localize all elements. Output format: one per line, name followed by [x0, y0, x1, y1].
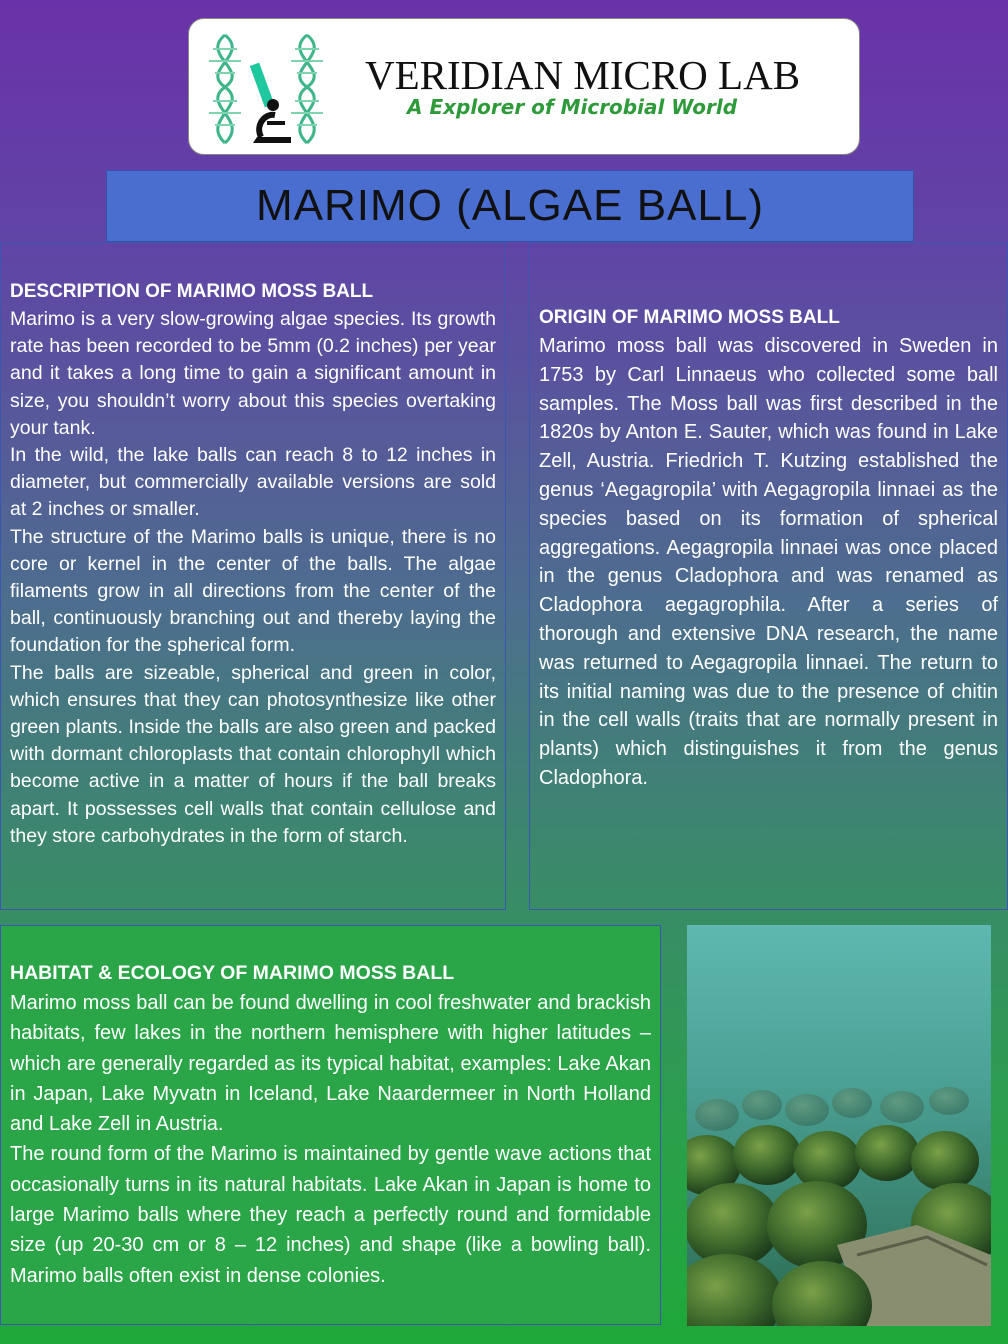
description-paragraph: In the wild, the lake balls can reach 8 to 12 inches in diameter, but commercially available versions are sold at 2 inches or smaller. [10, 444, 496, 521]
page-title: MARIMO (ALGAE BALL) [255, 181, 764, 230]
header-banner [188, 18, 860, 155]
lab-logo-icon [195, 25, 335, 149]
habitat-heading: HABITAT & ECOLOGY OF MARIMO MOSS BALL [10, 962, 455, 984]
lab-name: VERIDIAN MICRO LAB [365, 52, 801, 98]
habitat-paragraph: Marimo moss ball can be found dwelling in cool freshwater and brackish habitats, few lakes in the northern hemisphere with higher latitudes – which are generally regarded as its typical habitat, examples: Lake Akan in Japan, Lake Myvatn in Iceland, Lake Naardermeer in North Holland and Lake Zell in Austria. [10, 992, 651, 1136]
description-panel [0, 242, 506, 910]
marimo-underwater-photo [687, 925, 991, 1326]
origin-paragraph: Marimo moss ball was discovered in Sweden in 1753 by Carl Linnaeus who collected some ball samples. The Moss ball was first described in the 1820s by Anton E. Sauter, which was found in Lake Zell, Austria. Friedrich T. Kutzing established the genus ‘Aegagropila’ with Aegagropila linnaei as the species based on its formation of spherical aggregations. Aegagropila linnaei was once placed in the genus Cladophora and was renamed as Cladophora aegagrophila. After a series of thorough and extensive DNA research, the name was returned to Aegagropila linnaei. The return to its initial naming was due to the presence of chitin in the cell walls (traits that are normally present in plants) which distinguishes it from the genus Cladophora. [539, 335, 998, 789]
habitat-panel [0, 925, 661, 1325]
habitat-paragraph: The round form of the Marimo is maintained by gentle wave actions that occasionally turns in its natural habitats. Lake Akan in Japan is home to large Marimo balls where they reach a perfectly round and formidable size (up 20-30 cm or 8 – 12 inches) and shape (like a bowling ball). Marimo balls often exist in dense colonies. [10, 1143, 651, 1287]
origin-heading: ORIGIN OF MARIMO MOSS BALL [539, 307, 840, 328]
description-paragraph: The balls are sizeable, spherical and green in color, which ensures that they can photosynthesize like other green plants. Inside the balls are also green and packed with dormant chloroplasts that contain chlorophyll which become active in a matter of hours if the ball breaks apart. It possesses cell walls that contain cellulose and they store carbohydrates in the form of starch. [10, 661, 496, 847]
origin-panel [529, 242, 1008, 910]
description-paragraph: The structure of the Marimo balls is unique, there is no core or kernel in the center of the balls. The algae filaments grow in all directions from the center of the ball, continuously branching out and thereby laying the foundation for the spherical form. [10, 525, 496, 657]
page-title-bar [106, 170, 914, 242]
description-paragraph: Marimo is a very slow-growing algae species. Its growth rate has been recorded to be 5mm (0.2 inches) per year and it takes a long time to gain a significant amount in size, you shouldn’t worry about this species overtaking your tank. [10, 308, 496, 439]
lab-tagline: A Explorer of Microbial World [407, 95, 738, 119]
description-heading: DESCRIPTION OF MARIMO MOSS BALL [10, 281, 374, 302]
